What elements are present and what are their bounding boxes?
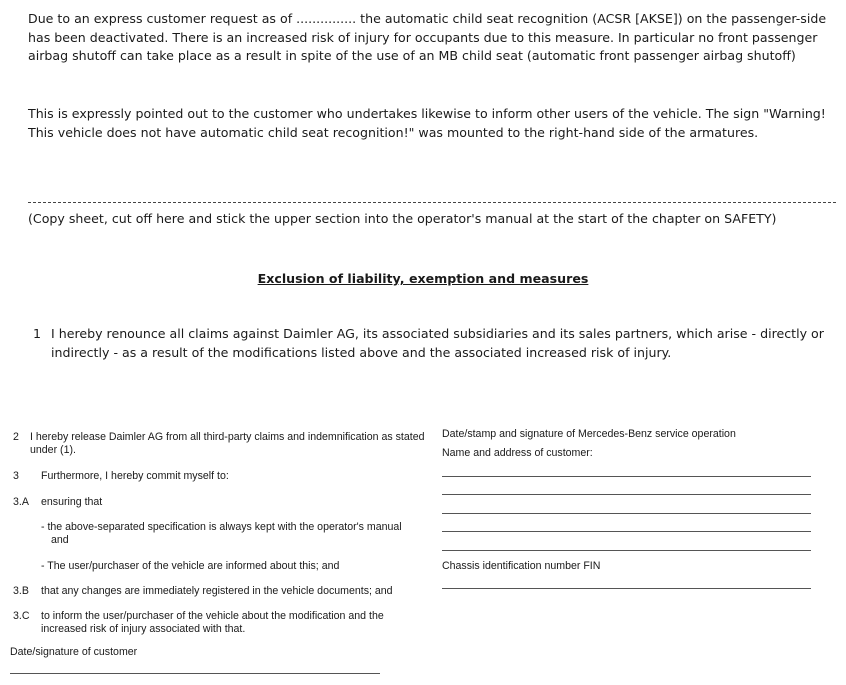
deactivation-statement: Due to an express customer request as of ............... the automatic child seat recognition (ACSR [AKSE]) on the passenger-side has been deactivated. There is an increased risk of injury for occupants due to this measure. In particular no front passenger airbag shutoff can take place as a result in spite of the use of an MB child seat (automatic front passenger airbag shutoff): [28, 11, 827, 63]
item-number: 3.A: [13, 496, 29, 508]
specification-kept-text: - the above-separated specification is always kept with the operator's manual and: [41, 521, 402, 546]
customer-name-label: Name and address of customer:: [442, 447, 593, 459]
fin-line[interactable]: [442, 588, 811, 589]
item-number: 3: [13, 470, 19, 482]
register-changes-text: that any changes are immediately registered in the vehicle documents; and: [41, 585, 393, 597]
customer-address-line[interactable]: [442, 494, 811, 495]
customer-signature-line[interactable]: [10, 673, 380, 674]
cut-line: [28, 202, 836, 203]
customer-address-line[interactable]: [442, 531, 811, 532]
customer-address-line[interactable]: [442, 550, 811, 551]
item-number: 1: [33, 326, 42, 341]
fin-label: Chassis identification number FIN: [442, 560, 601, 572]
inform-user-text: to inform the user/purchaser of the vehicle about the modification and the increased risk of injury associated with that.: [41, 610, 384, 635]
users-informed-text: - The user/purchaser of the vehicle are informed about this; and: [41, 560, 340, 572]
ensuring-text: ensuring that: [41, 496, 103, 508]
release-claims-text: I hereby release Daimler AG from all third-party claims and indemnification as stated under (1).: [30, 431, 425, 456]
customer-address-line[interactable]: [442, 513, 811, 514]
customer-address-line[interactable]: [442, 476, 811, 477]
service-operation-label: Date/stamp and signature of Mercedes-Benz service operation: [442, 428, 736, 440]
customer-notice-statement: This is expressly pointed out to the customer who undertakes likewise to inform other users of the vehicle. The sign "Warning! This vehicle does not have automatic child seat recognition!" was mounted to the right-hand side of the armatures.: [28, 106, 826, 140]
commit-text: Furthermore, I hereby commit myself to:: [41, 470, 229, 482]
item-text: I hereby renounce all claims against Daimler AG, its associated subsidiaries and its sales partners, which arise - directly or indirectly - as a result of the modifications listed above and the associated increased risk of injury.: [51, 326, 824, 360]
item-number: 3.C: [13, 610, 30, 622]
item-number: 2: [13, 431, 19, 443]
liability-heading: Exclusion of liability, exemption and measures: [257, 271, 589, 286]
copy-instruction: (Copy sheet, cut off here and stick the upper section into the operator's manual at the start of the chapter on SAFETY): [28, 211, 777, 226]
item-number: 3.B: [13, 585, 29, 597]
customer-signature-label: Date/signature of customer: [10, 646, 138, 658]
